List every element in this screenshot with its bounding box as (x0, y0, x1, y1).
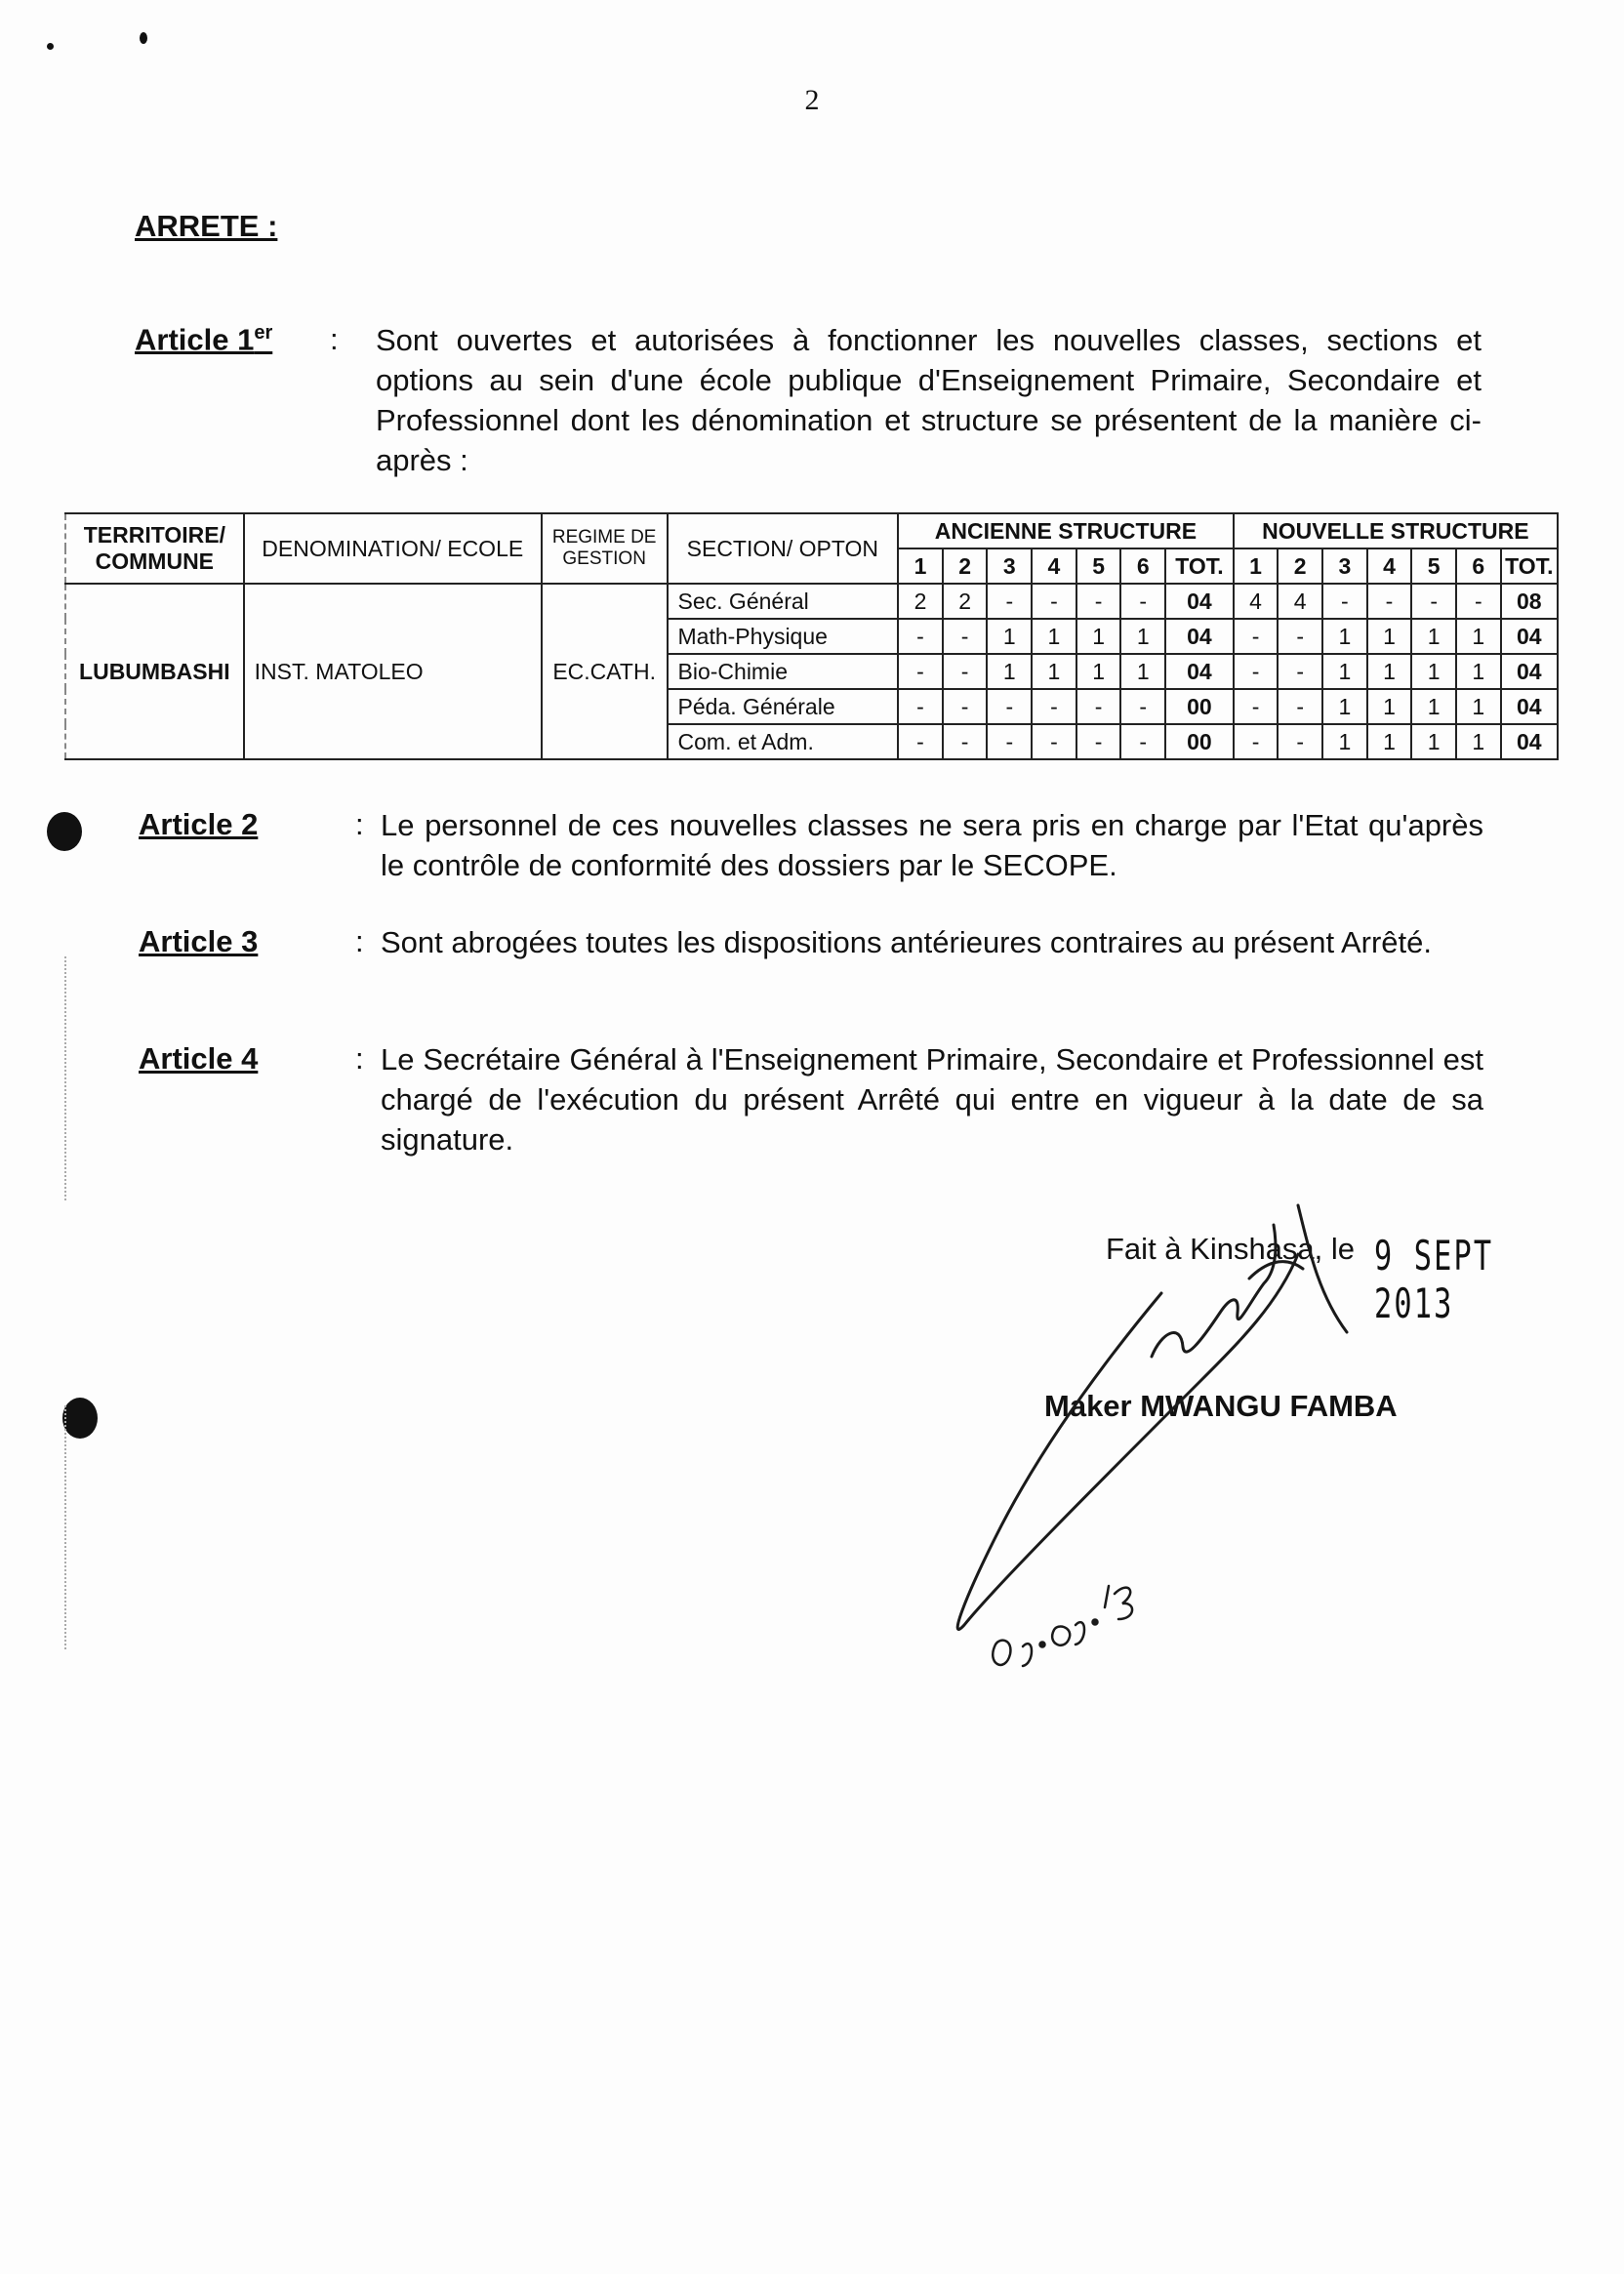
cell-value: - (1032, 724, 1076, 759)
cell-value: - (1278, 724, 1322, 759)
article-4-colon: : (355, 1041, 364, 1076)
header-anc-5: 5 (1076, 548, 1121, 584)
cell-value: - (1120, 724, 1165, 759)
cell-value: 1 (1456, 724, 1501, 759)
cell-total: 00 (1165, 724, 1234, 759)
fait-a-kinshasa: Fait à Kinshasa, le (1106, 1232, 1356, 1266)
cell-section: Math-Physique (668, 619, 899, 654)
cell-value: - (943, 654, 988, 689)
header-ancienne-structure: ANCIENNE STRUCTURE (898, 513, 1234, 548)
article-3-label: Article 3 (139, 924, 259, 958)
cell-territoire: LUBUMBASHI (65, 584, 244, 759)
cell-value: 1 (1032, 619, 1076, 654)
cell-value: 2 (943, 584, 988, 619)
article-2-colon: : (355, 807, 364, 841)
header-regime: REGIME DE GESTION (542, 513, 668, 584)
cell-value: - (1278, 654, 1322, 689)
cell-total: 04 (1501, 689, 1558, 724)
cell-value: - (898, 724, 943, 759)
cell-value: 1 (1367, 619, 1412, 654)
header-denomination: DENOMINATION/ ECOLE (244, 513, 542, 584)
article-4-label: Article 4 (139, 1041, 259, 1076)
header-territoire: TERRITOIRE/ COMMUNE (65, 513, 244, 584)
cell-value: 1 (1076, 619, 1121, 654)
article-3-text: Sont abrogées toutes les dispositions antérieures contraires au présent Arrêté. (381, 925, 1433, 959)
cell-value: - (898, 619, 943, 654)
punch-hole-top (47, 812, 82, 851)
cell-value: 1 (1411, 689, 1456, 724)
cell-value: 1 (1322, 689, 1367, 724)
cell-value: - (1076, 584, 1121, 619)
scan-mark-1 (47, 43, 54, 50)
header-section: SECTION/ OPTON (668, 513, 899, 584)
cell-value: 1 (1456, 619, 1501, 654)
page-number: 2 (804, 84, 820, 116)
cell-total: 04 (1165, 584, 1234, 619)
cell-section: Sec. Général (668, 584, 899, 619)
cell-total: 04 (1501, 619, 1558, 654)
header-nouv-1: 1 (1234, 548, 1279, 584)
cell-value: 1 (1120, 619, 1165, 654)
header-nouv-tot: TOT. (1501, 548, 1558, 584)
arrete-heading: ARRETE : (135, 209, 278, 243)
cell-total: 04 (1165, 654, 1234, 689)
cell-value: - (1032, 584, 1076, 619)
cell-value: 1 (1322, 724, 1367, 759)
cell-value: 1 (987, 619, 1032, 654)
article-1-text: Sont ouvertes et autorisées à fonctionner les nouvelles classes, sections et options au sein d'une école publique d'Enseignement Primaire, Secondaire et Professionnel dont les dénomination et structure se présentent de la manière ci-après : (376, 323, 1482, 477)
cell-total: 04 (1501, 724, 1558, 759)
header-nouv-4: 4 (1367, 548, 1412, 584)
cell-total: 00 (1165, 689, 1234, 724)
header-anc-1: 1 (898, 548, 943, 584)
cell-value: - (1234, 654, 1279, 689)
cell-value: - (1278, 619, 1322, 654)
header-nouvelle-structure: NOUVELLE STRUCTURE (1234, 513, 1558, 548)
cell-section: Bio-Chimie (668, 654, 899, 689)
header-anc-6: 6 (1120, 548, 1165, 584)
cell-value: - (1278, 689, 1322, 724)
cell-section: Péda. Générale (668, 689, 899, 724)
handwritten-signature (927, 1186, 1435, 1693)
cell-total: 04 (1501, 654, 1558, 689)
structure-table (64, 512, 1559, 760)
article-1-label-text: Article 1 (135, 322, 255, 357)
cell-value: - (1120, 584, 1165, 619)
cell-value: 1 (1120, 654, 1165, 689)
cell-section: Com. et Adm. (668, 724, 899, 759)
article-1-label (135, 322, 272, 357)
signer-name: Maker MWANGU FAMBA (1044, 1389, 1398, 1423)
cell-value: 4 (1278, 584, 1322, 619)
cell-value: - (1367, 584, 1412, 619)
cell-value: 1 (1411, 724, 1456, 759)
cell-value: 1 (1367, 724, 1412, 759)
table-row (65, 584, 1558, 619)
cell-value: - (1411, 584, 1456, 619)
header-anc-2: 2 (943, 548, 988, 584)
article-1-label-sup: er (254, 322, 273, 344)
cell-value: 1 (1456, 654, 1501, 689)
header-nouv-3: 3 (1322, 548, 1367, 584)
article-1-colon: : (330, 322, 339, 356)
cell-total: 08 (1501, 584, 1558, 619)
header-anc-3: 3 (987, 548, 1032, 584)
cell-value: 1 (1032, 654, 1076, 689)
cell-value: 1 (1367, 689, 1412, 724)
cell-value: 1 (1411, 619, 1456, 654)
cell-ecole: INST. MATOLEO (244, 584, 542, 759)
header-anc-4: 4 (1032, 548, 1076, 584)
article-4-text: Le Secrétaire Général à l'Enseignement Primaire, Secondaire et Professionnel est chargé de l'exécution du présent Arrêté qui entre en vigueur à la date de sa signature. (381, 1042, 1483, 1157)
date-stamp: 9 SEPT 2013 (1374, 1232, 1494, 1327)
cell-value: 1 (1367, 654, 1412, 689)
cell-total: 04 (1165, 619, 1234, 654)
cell-value: - (1076, 724, 1121, 759)
cell-value: 1 (1076, 654, 1121, 689)
scan-mark-2 (140, 32, 147, 44)
cell-value: 1 (987, 654, 1032, 689)
cell-value: - (987, 584, 1032, 619)
cell-value: - (987, 689, 1032, 724)
cell-value: - (1234, 724, 1279, 759)
cell-value: - (1234, 689, 1279, 724)
cell-value: - (898, 689, 943, 724)
article-2-text: Le personnel de ces nouvelles classes ne sera pris en charge par l'Etat qu'après le contrôle de conformité des dossiers par le SECOPE. (381, 808, 1483, 882)
cell-value: - (1076, 689, 1121, 724)
cell-value: - (1234, 619, 1279, 654)
article-2-label: Article 2 (139, 807, 259, 841)
cell-value: - (1322, 584, 1367, 619)
cell-value: - (987, 724, 1032, 759)
cell-value: - (943, 724, 988, 759)
header-anc-tot: TOT. (1165, 548, 1234, 584)
header-nouv-2: 2 (1278, 548, 1322, 584)
cell-value: - (1456, 584, 1501, 619)
cell-value: 4 (1234, 584, 1279, 619)
cell-value: - (943, 619, 988, 654)
cell-value: 2 (898, 584, 943, 619)
cell-regime: EC.CATH. (542, 584, 668, 759)
header-nouv-6: 6 (1456, 548, 1501, 584)
cell-value: 1 (1411, 654, 1456, 689)
margin-artifact-1 (64, 956, 68, 1200)
cell-value: - (1120, 689, 1165, 724)
margin-artifact-2 (64, 1405, 68, 1649)
cell-value: 1 (1322, 619, 1367, 654)
cell-value: - (1032, 689, 1076, 724)
article-3-colon: : (355, 924, 364, 958)
cell-value: - (898, 654, 943, 689)
header-nouv-5: 5 (1411, 548, 1456, 584)
cell-value: 1 (1322, 654, 1367, 689)
cell-value: - (943, 689, 988, 724)
cell-value: 1 (1456, 689, 1501, 724)
